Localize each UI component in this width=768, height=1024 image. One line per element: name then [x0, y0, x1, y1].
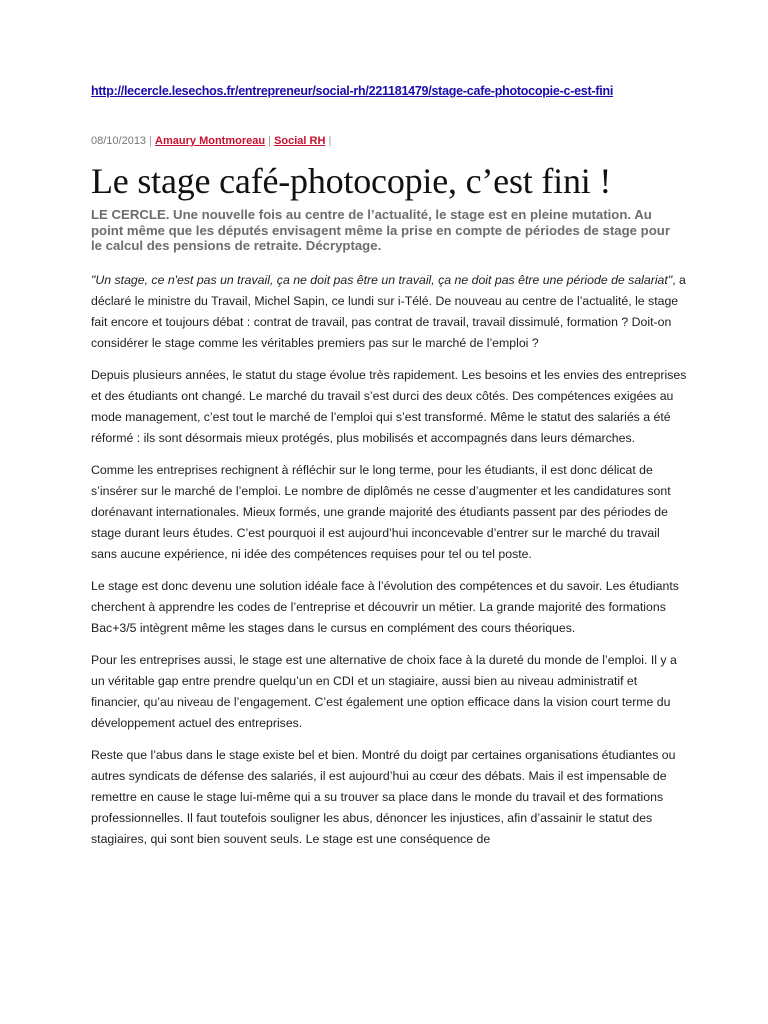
article-paragraph: Depuis plusieurs années, le statut du stage évolue très rapidement. Les besoins et les envies des entreprises et des étudiants ont changé. Le marché du travail s’est durci des deux côtés. Des compétences exigées au mode management, c’est tout le marché de l’emploi qui s’est transformé. Même le statut des salariés a été réformé : ils sont désormais mieux protégés, plus mobilisés et accompagnés dans leurs démarches. — [91, 368, 687, 445]
article-paragraph: Comme les entreprises rechignent à réfléchir sur le long terme, pour les étudiants, il est donc délicat de s’insérer sur le marché de l’emploi. Le nombre de diplômés ne cesse d’augmenter et les candidatures sont dorénavant internationales. Mieux formés, une grande majorité des étudiants passent par des périodes de stage durant leurs études. C’est pourquoi il est aujourd’hui inconcevable d’entrer sur le marché du travail sans aucune expérience, ni idée des compétences requises pour tel ou tel poste. — [91, 463, 671, 561]
category-link[interactable]: Social RH — [274, 135, 326, 147]
article-meta — [91, 135, 331, 147]
article-lead: LE CERCLE. Une nouvelle fois au centre de l’actualité, le stage est en pleine mutation. Au point même que les députés envisagent même la prise en compte de périodes de stage pour le calcul des pensions de retraite. Décryptage. — [91, 207, 670, 253]
paragraph-text: , a déclaré le ministre du Travail, Michel Sapin, ce lundi sur i-Télé. De nouveau au centre de l’actualité, le stage fait encore et toujours débat : contrat de travail, pas contrat de travail, travail dissimulé, formation ? Doit-on considérer le stage comme les véritables premiers pas sur le marché de l’emploi ? — [91, 273, 686, 350]
article-title: Le stage café-photocopie, c’est fini ! — [91, 161, 612, 201]
meta-separator: | — [328, 135, 332, 147]
publication-date: 08/10/2013 — [91, 135, 147, 147]
article-paragraph — [91, 270, 687, 354]
minister-quote: "Un stage, ce n'est pas un travail, ça ne doit pas être un travail, ça ne doit pas être une période de salariat" — [91, 273, 673, 287]
author-link[interactable]: Amaury Montmoreau — [155, 135, 266, 147]
meta-separator: | — [149, 135, 152, 147]
meta-separator: | — [268, 135, 271, 147]
article-paragraph: Le stage est donc devenu une solution idéale face à l’évolution des compétences et du savoir. Les étudiants cherchent à apprendre les codes de l’entreprise et découvrir un métier. La grande majorité des formations Bac+3/5 intègrent même les stages dans le cursus en complément des cours théoriques. — [91, 579, 679, 635]
article-body — [91, 270, 687, 861]
article-paragraph: Pour les entreprises aussi, le stage est une alternative de choix face à la dureté du monde de l’emploi. Il y a un véritable gap entre prendre quelqu’un en CDI et un stagiaire, aussi bien au niveau administratif et financier, qu’au niveau de l’engagement. C’est également une option efficace dans la vision court terme du développement actuel des entreprises. — [91, 653, 677, 730]
article-paragraph: Reste que l’abus dans le stage existe bel et bien. Montré du doigt par certaines organisations étudiantes ou autres syndicats de défense des salariés, il est aujourd’hui au cœur des débats. Mais il est impensable de remettre en cause le stage lui-même qui a su trouver sa place dans le monde du travail et des formations professionnelles. Il faut toutefois souligner les abus, dénoncer les injustices, afin d’assainir le statut des stagiaires, qui sont bien souvent seuls. Le stage est une conséquence de — [91, 748, 676, 846]
source-url-link[interactable]: http://lecercle.lesechos.fr/entrepreneur/social-rh/221181479/stage-cafe-photocopie-c-est-fini — [91, 84, 614, 98]
